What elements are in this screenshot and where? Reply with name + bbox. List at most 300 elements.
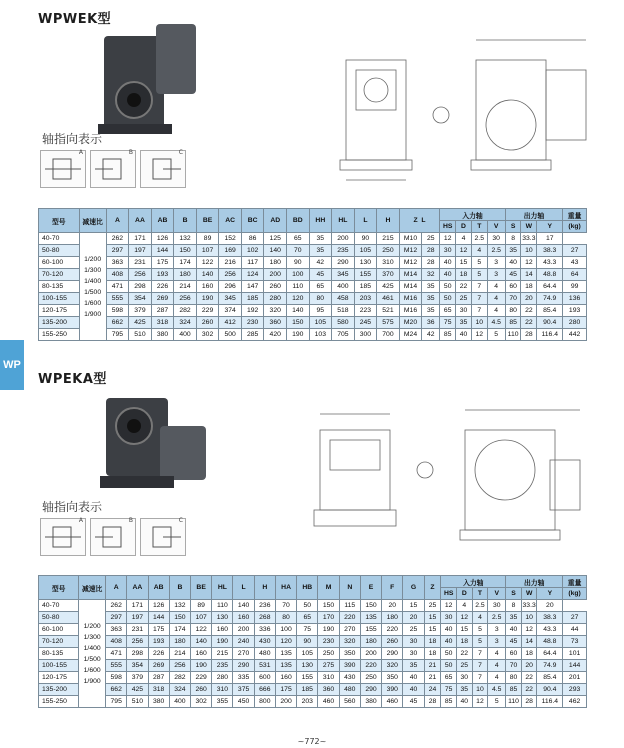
value-cell: 231 [129, 257, 152, 269]
axis-icon-a: A [40, 518, 86, 556]
value-cell: 425 [377, 281, 400, 293]
value-cell: 12 [456, 245, 472, 257]
col-header: H [254, 576, 275, 600]
value-cell: 521 [377, 305, 400, 317]
value-cell: 555 [106, 293, 129, 305]
value-cell: 35 [506, 612, 522, 624]
section-2-technical-drawing [300, 400, 600, 560]
value-cell: 7 [471, 281, 487, 293]
value-cell: 3 [488, 624, 506, 636]
value-cell: 20 [403, 612, 424, 624]
section-2-spec-table [38, 575, 587, 708]
value-cell: 25 [422, 233, 440, 245]
value-cell: 155 [360, 624, 381, 636]
value-cell: 150 [169, 612, 190, 624]
col-sub: S [505, 221, 521, 233]
value-cell: 35 [422, 281, 440, 293]
value-cell: 430 [254, 636, 275, 648]
value-cell: 130 [297, 660, 318, 672]
value-cell: 85 [505, 317, 521, 329]
value-cell: 250 [377, 245, 400, 257]
ratio-cell [79, 600, 106, 708]
value-cell: 375 [233, 684, 254, 696]
value-cell: 662 [106, 684, 127, 696]
value-cell: 50 [297, 600, 318, 612]
table-row [39, 672, 587, 684]
value-cell: 203 [354, 293, 377, 305]
value-cell: 125 [264, 233, 287, 245]
col-header: N [339, 576, 360, 600]
value-cell: 90 [287, 257, 310, 269]
value-cell: 4.5 [488, 684, 506, 696]
value-cell: 461 [377, 293, 400, 305]
value-cell: 132 [174, 233, 197, 245]
col-header: B [169, 576, 190, 600]
value-cell: 140 [191, 636, 212, 648]
value-cell: 380 [148, 696, 169, 708]
col-header: BD [287, 209, 310, 233]
value-cell: 298 [129, 281, 152, 293]
value-cell: 662 [106, 317, 129, 329]
value-cell: 193 [151, 269, 174, 281]
value-cell: 575 [377, 317, 400, 329]
value-cell: 171 [127, 600, 148, 612]
value-cell: 30 [456, 305, 472, 317]
value-cell: 580 [332, 317, 355, 329]
col-sub: (kg) [563, 588, 587, 600]
table-row [39, 696, 587, 708]
value-cell: 260 [196, 317, 219, 329]
col-ratio: 减速比 [79, 209, 106, 233]
value-cell: 460 [318, 696, 339, 708]
value-cell: 150 [318, 600, 339, 612]
value-cell: 35 [505, 245, 521, 257]
ratio-line: 1/400 [84, 277, 102, 285]
value-cell: 44 [563, 624, 587, 636]
value-cell: 240 [233, 636, 254, 648]
value-cell: 28 [422, 245, 440, 257]
value-cell: 102 [241, 245, 264, 257]
value-cell: 15 [424, 624, 441, 636]
model-cell: 135-200 [39, 317, 80, 329]
value-cell: 85.4 [537, 305, 563, 317]
value-cell: 229 [191, 672, 212, 684]
page-number: ~772~ [297, 737, 327, 746]
value-cell: 35 [456, 317, 472, 329]
value-cell: 256 [169, 660, 190, 672]
value-cell: 4 [488, 660, 506, 672]
axis-icon-c: C [140, 150, 186, 188]
value-cell: 107 [191, 612, 212, 624]
value-cell: 25 [424, 600, 441, 612]
value-cell: 40 [441, 624, 457, 636]
value-cell: 336 [254, 624, 275, 636]
value-cell: 40 [457, 696, 473, 708]
value-cell: 160 [191, 648, 212, 660]
col-header: L [354, 209, 377, 233]
table-row [39, 257, 587, 269]
value-cell: 107 [196, 245, 219, 257]
value-cell: 90 [354, 233, 377, 245]
value-cell: 70 [275, 600, 296, 612]
value-cell: 471 [106, 281, 129, 293]
col-header: HL [332, 209, 355, 233]
value-cell: 190 [212, 636, 233, 648]
value-cell: 500 [219, 329, 242, 341]
value-cell: 18 [456, 269, 472, 281]
value-cell: 40 [505, 257, 521, 269]
value-cell: 8 [506, 600, 522, 612]
side-tab-wp: WP [0, 340, 24, 390]
value-cell: 310 [377, 257, 400, 269]
value-cell: 45 [403, 696, 424, 708]
value-cell: 320 [382, 660, 403, 672]
value-cell: 3 [488, 636, 506, 648]
value-cell: 40 [403, 672, 424, 684]
value-cell: 15 [424, 612, 441, 624]
value-cell: 380 [151, 329, 174, 341]
value-cell: 230 [241, 317, 264, 329]
value-cell: 24 [424, 684, 441, 696]
value-cell: 226 [148, 648, 169, 660]
value-cell: 245 [354, 317, 377, 329]
section-1-technical-drawing [326, 20, 616, 190]
value-cell: 73 [563, 636, 587, 648]
value-cell: 90 [297, 636, 318, 648]
value-cell: 4 [488, 672, 506, 684]
value-cell: 95 [309, 305, 332, 317]
value-cell: 354 [127, 660, 148, 672]
col-sub: V [487, 221, 505, 233]
ratio-line: 1/500 [83, 655, 101, 663]
ratio-line: 1/500 [84, 288, 102, 296]
value-cell: 110 [506, 696, 522, 708]
value-cell: M12 [399, 257, 422, 269]
table-row [39, 293, 587, 305]
value-cell: 12 [471, 329, 487, 341]
ratio-line: 1/200 [83, 622, 101, 630]
model-cell: 80-135 [39, 648, 79, 660]
model-cell: 70-120 [39, 269, 80, 281]
ratio-cell [79, 233, 106, 341]
value-cell: 275 [318, 660, 339, 672]
value-cell: 12 [457, 612, 473, 624]
value-cell: M12 [399, 245, 422, 257]
value-cell: 297 [106, 245, 129, 257]
value-cell: 135 [360, 612, 381, 624]
value-cell: 140 [196, 269, 219, 281]
value-cell: 185 [297, 684, 318, 696]
col-sub: D [456, 221, 472, 233]
value-cell: 50 [441, 660, 457, 672]
value-cell: 20 [537, 600, 563, 612]
value-cell: 190 [191, 660, 212, 672]
table-row [39, 305, 587, 317]
table-row [39, 329, 587, 341]
col-header: AD [264, 209, 287, 233]
value-cell: 235 [332, 245, 355, 257]
col-sub: T [471, 221, 487, 233]
ratio-line: 1/600 [84, 299, 102, 307]
value-cell: 4 [487, 293, 505, 305]
value-cell: 287 [151, 305, 174, 317]
value-cell: M10 [399, 233, 422, 245]
value-cell: 355 [212, 696, 233, 708]
value-cell: 200 [275, 696, 296, 708]
value-cell: 42 [309, 257, 332, 269]
value-cell: 90.4 [537, 317, 563, 329]
value-cell: 282 [174, 305, 197, 317]
value-cell: 220 [360, 660, 381, 672]
value-cell: 22 [457, 648, 473, 660]
value-cell: 4 [472, 612, 488, 624]
model-cell: 40-70 [39, 600, 79, 612]
value-cell: 197 [127, 612, 148, 624]
value-cell: 12 [440, 233, 456, 245]
value-cell: 144 [148, 612, 169, 624]
col-sub: Y [537, 221, 563, 233]
value-cell: 560 [339, 696, 360, 708]
value-cell: 12 [441, 600, 457, 612]
col-header: AA [127, 576, 148, 600]
col-sub: W [521, 221, 537, 233]
col-sub: HS [440, 221, 456, 233]
ratio-line: 1/600 [83, 666, 101, 674]
value-cell: 220 [339, 612, 360, 624]
model-cell: 80-135 [39, 281, 80, 293]
value-cell: 260 [264, 281, 287, 293]
value-cell: 43 [563, 257, 587, 269]
ratio-line: 1/300 [83, 633, 101, 641]
value-cell: 269 [151, 293, 174, 305]
ratio-line: 1/900 [83, 677, 101, 685]
value-cell: 28 [422, 257, 440, 269]
value-cell: 110 [287, 281, 310, 293]
value-cell: 350 [382, 672, 403, 684]
value-cell: 110 [505, 329, 521, 341]
value-cell: 65 [440, 305, 456, 317]
value-cell: 99 [563, 281, 587, 293]
value-cell: 116.4 [537, 329, 563, 341]
value-cell: 180 [174, 269, 197, 281]
value-cell: 231 [127, 624, 148, 636]
value-cell: 600 [254, 672, 275, 684]
value-cell: 203 [297, 696, 318, 708]
value-cell: 18 [521, 281, 537, 293]
value-cell: 200 [233, 624, 254, 636]
table-row [39, 624, 587, 636]
value-cell: 132 [169, 600, 190, 612]
value-cell: 27 [563, 612, 587, 624]
value-cell: 320 [339, 636, 360, 648]
col-header: AA [129, 209, 152, 233]
col-header: A [106, 209, 129, 233]
value-cell: 175 [275, 684, 296, 696]
value-cell: 223 [354, 305, 377, 317]
ratio-line: 1/900 [84, 310, 102, 318]
value-cell: 25 [456, 293, 472, 305]
value-cell: 28 [521, 329, 537, 341]
value-cell: 144 [563, 660, 587, 672]
value-cell: 160 [196, 281, 219, 293]
value-cell: 235 [212, 660, 233, 672]
value-cell: 65 [309, 281, 332, 293]
value-cell: 80 [309, 293, 332, 305]
value-cell: 360 [318, 684, 339, 696]
col-header: AB [151, 209, 174, 233]
value-cell: 22 [521, 672, 537, 684]
value-cell: 280 [563, 317, 587, 329]
value-cell: M14 [399, 281, 422, 293]
value-cell: 30 [488, 600, 506, 612]
value-cell: 65 [287, 233, 310, 245]
value-cell: 442 [563, 329, 587, 341]
value-cell: 60 [506, 648, 522, 660]
value-cell: 7 [471, 305, 487, 317]
value-cell: 705 [332, 329, 355, 341]
value-cell: 425 [129, 317, 152, 329]
value-cell: 45 [309, 269, 332, 281]
value-cell: 555 [106, 660, 127, 672]
value-cell: 70 [505, 293, 521, 305]
table-row [39, 317, 587, 329]
value-cell: 150 [174, 245, 197, 257]
value-cell: 408 [106, 269, 129, 281]
value-cell: 22 [521, 684, 537, 696]
value-cell: M16 [399, 305, 422, 317]
value-cell: 215 [212, 648, 233, 660]
col-sub: HS [441, 588, 457, 600]
value-cell: 370 [377, 269, 400, 281]
value-cell: 425 [127, 684, 148, 696]
value-cell: 5 [472, 624, 488, 636]
value-cell: 35 [403, 660, 424, 672]
value-cell: 250 [318, 648, 339, 660]
value-cell: 302 [196, 329, 219, 341]
value-cell: 100 [275, 624, 296, 636]
value-cell: 120 [287, 293, 310, 305]
value-cell: 18 [424, 636, 441, 648]
col-header: Z L [399, 209, 440, 233]
value-cell: 4 [456, 233, 472, 245]
col-header: H [377, 209, 400, 233]
section-2-axis-label: 轴指向表示 [42, 500, 103, 514]
value-cell: 795 [106, 329, 129, 341]
value-cell: 324 [174, 317, 197, 329]
value-cell: 7 [472, 648, 488, 660]
value-cell: 268 [254, 612, 275, 624]
value-cell: 7 [472, 672, 488, 684]
value-cell: 28 [521, 696, 537, 708]
value-cell: 215 [377, 233, 400, 245]
value-cell: 155 [297, 672, 318, 684]
value-cell: 18 [521, 648, 537, 660]
value-cell: 40 [403, 684, 424, 696]
value-cell: 75 [297, 624, 318, 636]
value-cell: 85 [440, 329, 456, 341]
value-cell: 35 [309, 233, 332, 245]
value-cell: 115 [339, 600, 360, 612]
value-cell: 174 [169, 624, 190, 636]
value-cell: 85 [441, 696, 457, 708]
value-cell: 4 [487, 305, 505, 317]
value-cell: 174 [174, 257, 197, 269]
value-cell: 280 [264, 293, 287, 305]
value-cell: 10 [472, 684, 488, 696]
value-cell: 150 [287, 317, 310, 329]
col-header: Z [424, 576, 441, 600]
value-cell: 28 [424, 696, 441, 708]
model-cell: 100-155 [39, 293, 80, 305]
value-cell: 4 [457, 600, 473, 612]
value-cell: 5 [487, 329, 505, 341]
col-header: BE [196, 209, 219, 233]
value-cell: 220 [382, 624, 403, 636]
value-cell: 471 [106, 648, 127, 660]
value-cell: 40 [456, 329, 472, 341]
col-sub: W [521, 588, 537, 600]
value-cell: 2.5 [471, 233, 487, 245]
value-cell: 214 [174, 281, 197, 293]
value-cell: 256 [219, 269, 242, 281]
value-cell: 256 [174, 293, 197, 305]
col-output-shaft: 出力轴 [506, 576, 563, 588]
value-cell: 86 [241, 233, 264, 245]
col-header: F [382, 576, 403, 600]
value-cell: 598 [106, 672, 127, 684]
value-cell: 14 [521, 636, 537, 648]
model-cell: 100-155 [39, 660, 79, 672]
col-header: G [403, 576, 424, 600]
value-cell: 285 [241, 329, 264, 341]
value-cell: 40 [440, 257, 456, 269]
value-cell: 185 [241, 293, 264, 305]
col-header: E [360, 576, 381, 600]
section-1-title: WPWEK型 [38, 12, 112, 27]
value-cell: 33.3 [521, 600, 537, 612]
col-output-shaft: 出力轴 [505, 209, 563, 221]
value-cell: 130 [212, 612, 233, 624]
value-cell: 21 [424, 672, 441, 684]
value-cell: 298 [127, 648, 148, 660]
value-cell: 190 [318, 624, 339, 636]
value-cell: 38.3 [537, 612, 563, 624]
value-cell: 256 [127, 636, 148, 648]
col-header: M [318, 576, 339, 600]
value-cell: 120 [275, 636, 296, 648]
value-cell: M14 [399, 269, 422, 281]
value-cell: 30 [403, 648, 424, 660]
value-cell: 171 [129, 233, 152, 245]
value-cell: 269 [148, 660, 169, 672]
value-cell: 36 [422, 317, 440, 329]
value-cell: 122 [191, 624, 212, 636]
value-cell: 126 [151, 233, 174, 245]
value-cell: 250 [360, 672, 381, 684]
value-cell: 190 [196, 293, 219, 305]
value-cell: 18 [457, 636, 473, 648]
model-cell: 135-200 [39, 684, 79, 696]
table-row [39, 648, 587, 660]
value-cell: 30 [457, 672, 473, 684]
value-cell: 300 [354, 329, 377, 341]
value-cell: 12 [521, 257, 537, 269]
model-cell: 155-250 [39, 696, 79, 708]
value-cell: 144 [151, 245, 174, 257]
col-sub: (kg) [563, 221, 587, 233]
value-cell: 105 [354, 245, 377, 257]
col-header: L [233, 576, 254, 600]
